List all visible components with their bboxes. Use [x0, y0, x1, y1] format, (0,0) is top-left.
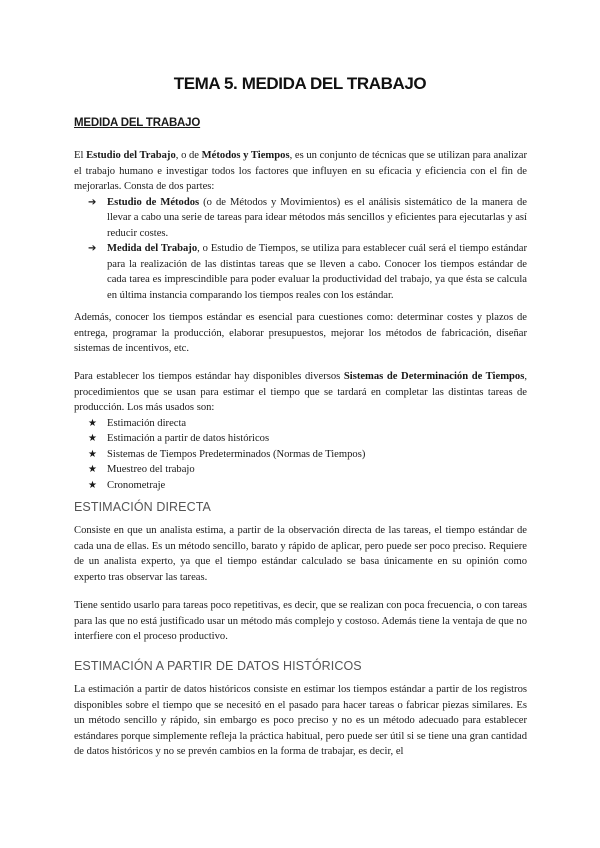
intro-bold-1: Estudio del Trabajo: [86, 150, 176, 161]
intro-text-1: El: [74, 150, 87, 161]
method-label: Muestreo del trabajo: [107, 464, 195, 475]
estimacion-directa-paragraph-1: Consiste en que un analista estima, a partir de la observación directa de las tareas, el tiempo estándar de cada una de ellas. Es un método sencillo, barato y rápido de aplicar, pero puede ser poco preciso. Requiere de un analista experto, ya que el tiempo estándar calculado se basa únicamente en su opinión como experto tras observar las tareas.: [74, 525, 527, 583]
parts-list: [74, 195, 527, 304]
document-title: TEMA 5. MEDIDA DEL TRABAJO: [173, 74, 427, 93]
sistemas-bold: Sistemas de Determinación de Tiempos: [343, 371, 525, 382]
method-label: Cronometraje: [107, 479, 166, 491]
star-icon: ★: [88, 464, 97, 475]
intro-text-2: , o de: [175, 150, 202, 161]
method-label: Estimación directa: [107, 417, 187, 429]
star-icon: ★: [88, 433, 97, 444]
intro-paragraph: [74, 148, 527, 195]
estimacion-directa-block: [74, 523, 527, 585]
ademas-paragraph: Además, conocer los tiempos estándar es esencial para cuestiones como: determinar costes y plazos de entrega, programar la producción, elaborar presupuestos, mejorar los métodos de fabricación, diseñar sistemas de incentivos, etc.: [74, 312, 527, 354]
estimacion-directa-paragraph-2: Tiene sentido usarlo para tareas poco repetitivas, es decir, que se realizan con poca frecuencia, o con tareas para las que no está justificado usar un método más complejo y costoso. Además tiene la ventaja de que no interfiere con el proceso productivo.: [74, 600, 527, 642]
star-icon: ★: [88, 417, 97, 429]
part-item-metodos: [74, 195, 527, 242]
method-item: [74, 447, 527, 463]
arrow-right-icon: ➔: [88, 243, 97, 254]
part-text: (o de Métodos y Movimientos) es el análisis sistemático de la manera de llevar a cabo una serie de tareas para idear métodos más sencillos y eficientes para ejecutarlas y así reducir costes.: [107, 196, 527, 239]
section-heading: MEDIDA DEL TRABAJO: [74, 117, 201, 129]
part-text: , o Estudio de Tiempos, se utiliza para establecer cuál será el tiempo estándar para la realización de las distintas tareas que se lleven a cabo. Conocer los tiempos estándar de cada tarea es imprescindible para poder evaluar la productividad del trabajo, ya que ésta se calcula en última instancia comparando los tiempos reales con los estándar.: [107, 243, 527, 301]
datos-historicos-block: [74, 682, 527, 760]
part-bold: Estudio de Métodos: [107, 196, 200, 208]
part-item-medida: [74, 241, 527, 303]
part-bold: Medida del Trabajo: [107, 243, 198, 254]
method-item: [74, 478, 527, 494]
arrow-right-icon: ➔: [88, 196, 97, 208]
method-item: [74, 416, 527, 432]
sistemas-text-1: Para establecer los tiempos estándar hay disponibles diversos: [74, 371, 344, 382]
ademas-block: [74, 310, 527, 357]
method-label: Sistemas de Tiempos Predeterminados (Normas de Tiempos): [107, 448, 366, 460]
subheading-estimacion-directa: ESTIMACIÓN DIRECTA: [74, 500, 211, 514]
star-icon: ★: [88, 479, 97, 491]
intro-bold-2: Métodos y Tiempos: [201, 150, 290, 161]
intro-text-3: , es un conjunto de técnicas que se utilizan para analizar el trabajo humano e investigar todos los factores que influyen en su eficacia y eficiencia con el fin de mejorarlas. Consta de dos partes:: [74, 150, 527, 192]
star-icon: ★: [88, 448, 97, 460]
sistemas-block: [74, 369, 527, 493]
estimacion-directa-block-2: [74, 598, 527, 645]
method-label: Estimación a partir de datos históricos: [107, 433, 270, 444]
methods-list: [74, 416, 527, 494]
intro-block: [74, 148, 527, 303]
sistemas-text-2: , procedimientos que se usan para estimar el tiempo que se tardará en completar las distintas tareas de producción. Los más usados son:: [74, 371, 527, 413]
sistemas-paragraph: [74, 369, 527, 416]
datos-historicos-paragraph: La estimación a partir de datos históricos consiste en estimar los tiempos estándar a partir de los registros disponibles sobre el tiempo que se necesitó en el pasado para hacer tareas o fabricar piezas similares. Es un método sencillo y rápido, sin embargo es poco preciso y no es un método adecuado para establecer estándares porque simplemente refleja la práctica habitual, pero puede ser útil si se tiene una gran cantidad de datos históricos y no se prevén cambios en la forma de trabajar, es decir, el: [74, 684, 527, 757]
method-item: [74, 462, 527, 478]
subheading-datos-historicos: ESTIMACIÓN A PARTIR DE DATOS HISTÓRICOS: [74, 659, 362, 673]
method-item: [74, 431, 527, 447]
